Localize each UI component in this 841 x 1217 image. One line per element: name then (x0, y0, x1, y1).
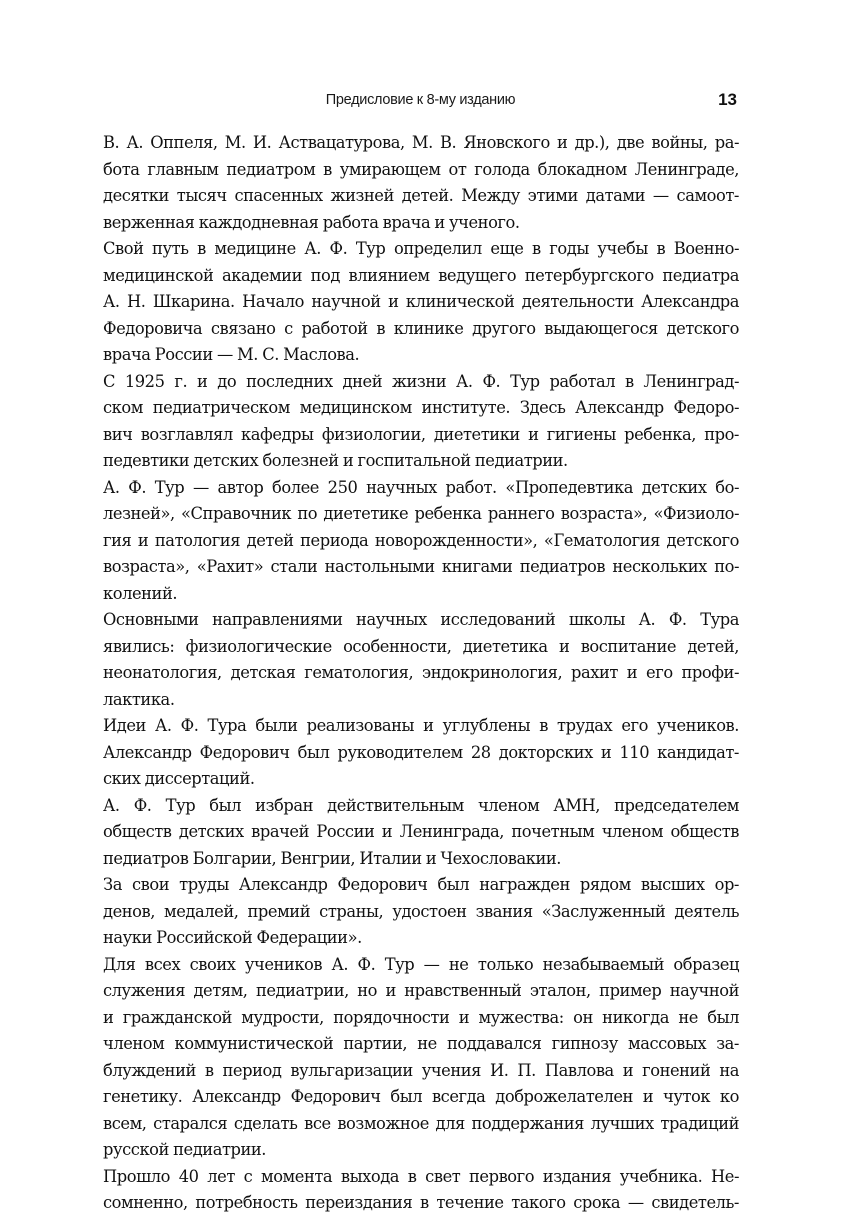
text-line: науки Российской Федерации». (103, 928, 362, 947)
text-line: Для всех своих учеников А. Ф. Тур — не только незабываемый образец (103, 954, 739, 974)
page-number: 13 (718, 90, 737, 109)
paragraph-3 (103, 369, 739, 475)
text-line: обществ детских врачей России и Ленинграда, почетным членом обществ (103, 822, 739, 841)
paragraph-2 (103, 236, 739, 369)
text-line: лезней», «Справочник по диететике ребенка раннего возраста», «Физиоло- (103, 504, 739, 523)
paragraph-6 (103, 713, 739, 793)
text-line: Прошло 40 лет с момента выхода в свет первого издания учебника. Не- (103, 1166, 739, 1186)
text-line: русской педиатрии. (103, 1140, 267, 1159)
text-line: В. А. Оппеля, М. И. Аствацатурова, М. В. Яновского и др.), две войны, ра- (103, 133, 739, 152)
text-line: денов, медалей, премий страны, удостоен звания «Заслуженный деятель (103, 901, 739, 921)
text-line: сомненно, потребность переиздания в течение такого срока — свидетель- (103, 1193, 739, 1212)
text-line: врача России — М. С. Маслова. (103, 345, 360, 364)
paragraph-5 (103, 607, 739, 713)
text-line: членом коммунистической партии, не поддавался гипнозу массовых за- (103, 1034, 739, 1053)
text-line: Свой путь в медицине А. Ф. Тур определил еще в годы учебы в Военно- (103, 239, 739, 258)
text-line: всем, старался сделать все возможное для поддержания лучших традиций (103, 1113, 739, 1133)
paragraph-1 (103, 130, 739, 236)
text-line: ских диссертаций. (103, 769, 255, 788)
text-line: педевтики детских болезней и госпитальной педиатрии. (103, 451, 568, 470)
text-line: блуждений в период вульгаризации учения И. П. Павлова и гонений на (103, 1060, 739, 1080)
paragraph-7 (103, 793, 739, 873)
text-line: ском педиатрическом медицинском институте. Здесь Александр Федоро- (103, 398, 739, 417)
text-line: служения детям, педиатрии, но и нравственный эталон, пример научной (103, 981, 739, 1000)
paragraph-8 (103, 872, 739, 952)
running-header (0, 90, 841, 112)
text-line: С 1925 г. и до последних дней жизни А. Ф. Тур работал в Ленинград- (103, 371, 739, 391)
text-line: и гражданской мудрости, порядочности и мужества: он никогда не был (103, 1007, 739, 1027)
text-line: А. Ф. Тур был избран действительным членом АМН, председателем (103, 795, 739, 815)
paragraph-10 (103, 1164, 739, 1217)
paragraph-9 (103, 952, 739, 1164)
text-line: Александр Федорович был руководителем 28 докторских и 110 кандидат- (103, 742, 739, 762)
text-line: десятки тысяч спасенных жизней детей. Между этими датами — самоот- (103, 186, 739, 205)
text-line: лактика. (103, 689, 175, 709)
text-line: вич возглавлял кафедры физиологии, диететики и гигиены ребенка, про- (103, 424, 739, 444)
running-title: Предисловие к 8-му изданию (325, 92, 516, 108)
text-line: генетику. Александр Федорович был всегда доброжелателен и чуток ко (103, 1087, 739, 1106)
text-line: педиатров Болгарии, Венгрии, Италии и Чехословакии. (103, 848, 562, 868)
text-line: А. Н. Шкарина. Начало научной и клинической деятельности Александра (103, 292, 739, 311)
paragraph-4 (103, 475, 739, 608)
text-line: гия и патология детей периода новорожденности», «Гематология детского (103, 530, 739, 550)
text-line: явились: физиологические особенности, диететика и воспитание детей, (103, 636, 739, 656)
text-line: бота главным педиатром в умирающем от голода блокадном Ленинграде, (103, 159, 739, 179)
text-line: верженная каждодневная работа врача и ученого. (103, 212, 520, 232)
text-line: неонатология, детская гематология, эндокринология, рахит и его профи- (103, 663, 739, 682)
text-line: медицинской академии под влиянием ведущего петербургского педиатра (103, 265, 739, 285)
text-line: А. Ф. Тур — автор более 250 научных работ. «Пропедевтика детских бо- (103, 477, 739, 497)
text-line: Основными направлениями научных исследований школы А. Ф. Тура (103, 610, 739, 629)
text-line: колений. (103, 583, 178, 603)
text-line: Федоровича связано с работой в клинике другого выдающегося детского (103, 318, 739, 338)
text-line: Идеи А. Ф. Тура были реализованы и углублены в трудах его учеников. (103, 716, 739, 735)
text-line: возраста», «Рахит» стали настольными книгами педиатров нескольких по- (103, 557, 739, 576)
text-line: За свои труды Александр Федорович был награжден рядом высших ор- (103, 875, 739, 894)
body-text (103, 130, 739, 1217)
